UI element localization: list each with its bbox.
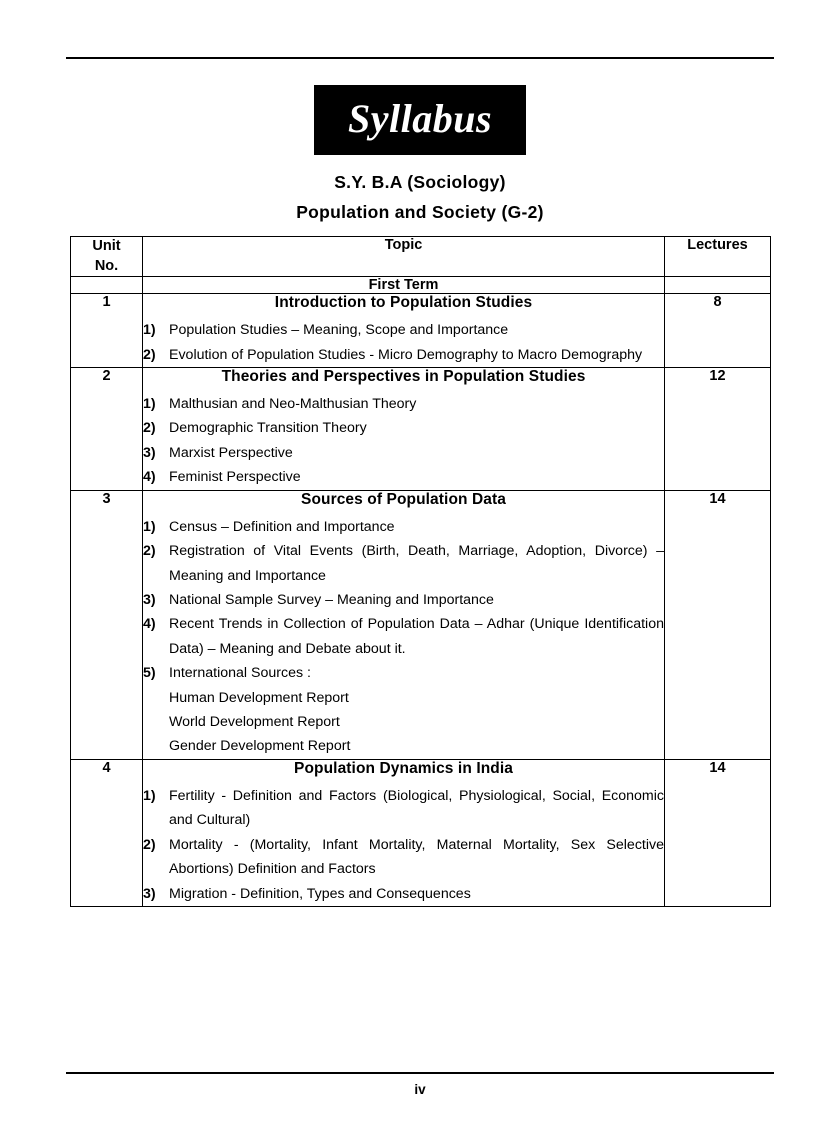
list-item: [143, 612, 664, 661]
column-header-lectures: Lectures: [665, 237, 771, 277]
item-text: Registration of Vital Events (Birth, Death, Marriage, Adoption, Divorce) – Meaning and Importance: [169, 543, 664, 584]
item-number: 2): [143, 346, 156, 363]
page-title: Syllabus: [314, 85, 526, 155]
table-row-term: [71, 277, 771, 294]
column-header-unit-line1: Unit: [92, 238, 121, 254]
topic-item-list: [143, 515, 664, 759]
item-number: 2): [143, 836, 156, 853]
topic-title: Introduction to Population Studies: [274, 294, 533, 312]
list-item: [143, 441, 664, 465]
item-text: Mortality - (Mortality, Infant Mortality, Maternal Mortality, Sex Selective Abortions) Definition and Factors: [169, 836, 664, 878]
item-number: 2): [143, 420, 156, 437]
column-header-unit-line2: No.: [94, 257, 119, 274]
lecture-count: 14: [665, 759, 771, 906]
list-item: [143, 833, 664, 882]
footer-divider: [66, 1072, 774, 1074]
lecture-count: 14: [665, 490, 771, 759]
list-item: [143, 515, 664, 539]
item-text: Demographic Transition Theory: [169, 420, 367, 437]
table-row: [71, 490, 771, 759]
item-number: 1): [143, 787, 156, 804]
topic-title: Population Dynamics in India: [294, 759, 513, 777]
item-text: Census – Definition and Importance: [169, 518, 395, 535]
item-number: 3): [143, 885, 156, 902]
syllabus-table: [70, 236, 771, 907]
unit-number: 2: [71, 367, 143, 490]
subtitle-course: S.Y. B.A (Sociology): [334, 172, 506, 192]
list-item: [143, 465, 664, 489]
column-header-unit: [71, 237, 143, 277]
term-lectures-blank: [665, 277, 771, 294]
topic-cell: [143, 367, 665, 490]
item-text: Fertility - Definition and Factors (Biological, Physiological, Social, Economic and Cultural): [169, 787, 664, 829]
topic-item-list: [143, 784, 664, 906]
list-item: [143, 416, 664, 440]
column-header-topic: Topic: [143, 237, 665, 277]
item-text: Evolution of Population Studies - Micro Demography to Macro Demography: [169, 346, 643, 363]
item-text: Marxist Perspective: [169, 444, 293, 461]
term-label: First Term: [143, 277, 665, 294]
item-text: Malthusian and Neo-Malthusian Theory: [169, 395, 417, 412]
item-number: 1): [143, 395, 156, 412]
header-divider: [66, 57, 774, 59]
list-item: [143, 539, 664, 588]
topic-title: Sources of Population Data: [301, 490, 506, 508]
item-text: Population Studies – Meaning, Scope and Importance: [169, 322, 509, 339]
lecture-count: 8: [665, 294, 771, 368]
unit-number: 1: [71, 294, 143, 368]
table-row: [71, 759, 771, 906]
item-text: International Sources :: [169, 665, 311, 682]
title-container: [0, 85, 840, 155]
list-item: [143, 392, 664, 416]
item-number: 4): [143, 616, 156, 633]
sub-list-item: Human Development Report: [169, 689, 349, 706]
list-item: [143, 343, 664, 367]
list-item: [143, 588, 664, 612]
list-item: [143, 784, 664, 833]
topic-title: Theories and Perspectives in Population Studies: [221, 367, 586, 385]
table-row: [71, 294, 771, 368]
item-text: Feminist Perspective: [169, 469, 301, 486]
list-item: [143, 882, 664, 906]
topic-cell: [143, 490, 665, 759]
table-body: [71, 277, 771, 907]
item-number: 1): [143, 322, 156, 339]
item-number: 2): [143, 543, 156, 560]
item-number: 3): [143, 591, 156, 608]
subtitle-block: [0, 172, 840, 223]
item-text: National Sample Survey – Meaning and Importance: [169, 591, 494, 608]
item-number: 3): [143, 444, 156, 461]
item-number: 1): [143, 518, 156, 535]
unit-number: 3: [71, 490, 143, 759]
list-item: [143, 661, 664, 759]
sub-list-item: World Development Report: [169, 714, 340, 731]
item-text: Migration - Definition, Types and Consequences: [169, 885, 471, 902]
unit-number: 4: [71, 759, 143, 906]
table-header: [71, 237, 771, 277]
sub-item-list: [169, 686, 664, 759]
item-text: Recent Trends in Collection of Population Data – Adhar (Unique Identification Data) – Meaning and Debate about it.: [169, 616, 664, 657]
item-number: 5): [143, 665, 156, 682]
sub-list-item: Gender Development Report: [169, 738, 351, 755]
table-row: [71, 367, 771, 490]
topic-item-list: [143, 318, 664, 367]
item-number: 4): [143, 469, 156, 486]
topic-cell: [143, 759, 665, 906]
page-number: iv: [414, 1082, 426, 1097]
topic-cell: [143, 294, 665, 368]
topic-item-list: [143, 392, 664, 490]
term-unit-blank: [71, 277, 143, 294]
lecture-count: 12: [665, 367, 771, 490]
list-item: [143, 318, 664, 342]
subtitle-paper: Population and Society (G-2): [296, 202, 544, 222]
